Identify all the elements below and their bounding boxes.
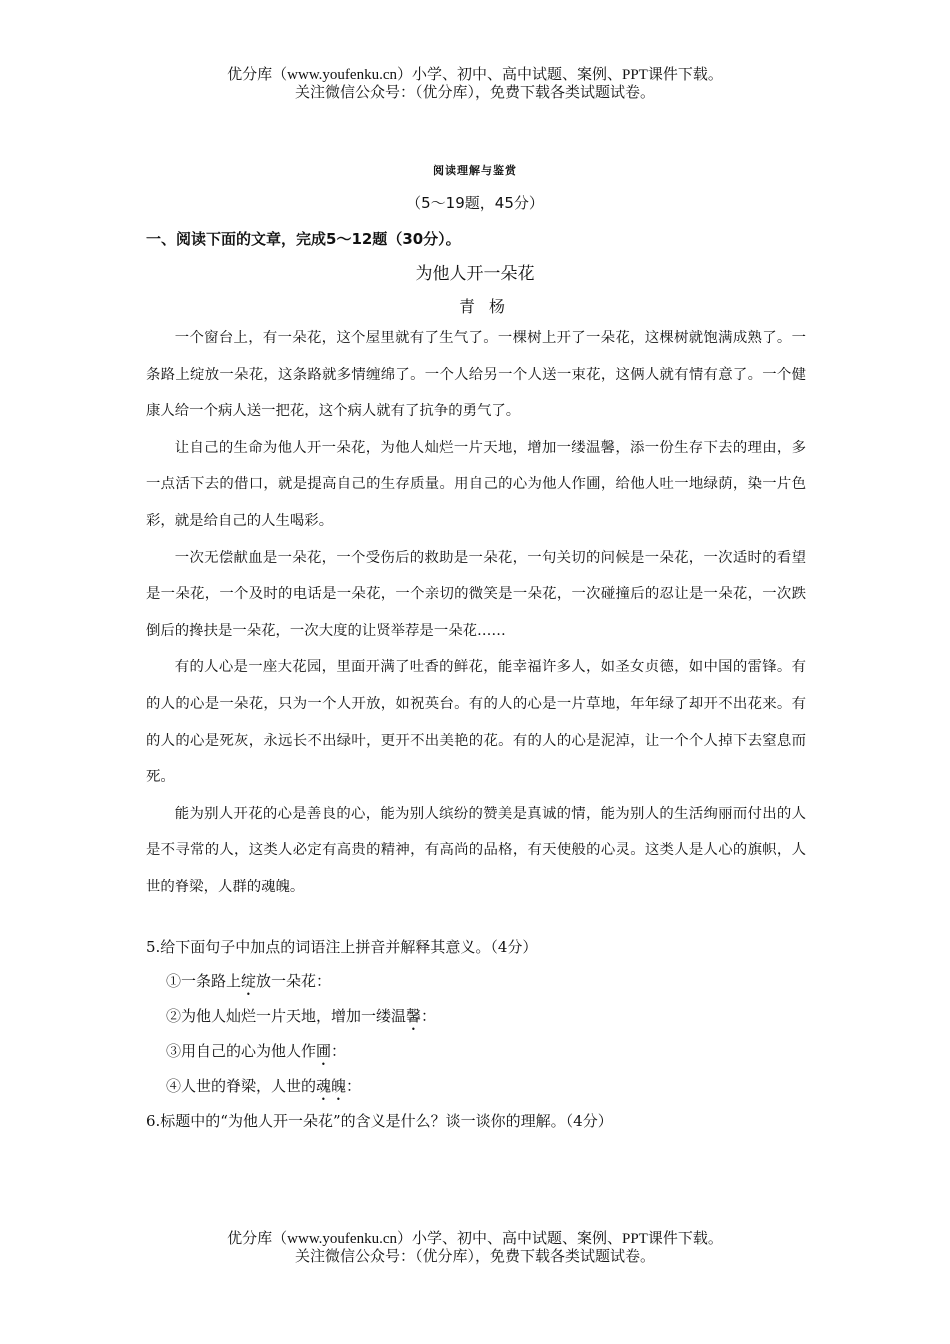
item-text: 为他人灿烂一片天地，增加一缕温: [181, 1007, 407, 1025]
item-number: ④: [166, 1077, 182, 1095]
item-text: ：: [331, 1042, 347, 1060]
part-heading: 一、阅读下面的文章，完成5～12题（30分）。: [146, 230, 461, 248]
dotted-word: 馨: [406, 1007, 422, 1025]
item-text: ：: [346, 1077, 362, 1095]
dotted-word: 魂魄: [316, 1077, 347, 1095]
item-text: 放一朵花：: [256, 972, 332, 990]
question-5-item: [146, 1034, 806, 1069]
header-line-1: 优分库（www.youfenku.cn）小学、初中、高中试题、案例、PPT课件下载。: [227, 67, 723, 83]
item-number: ①: [166, 972, 182, 990]
questions: [146, 930, 806, 1138]
paragraph: 一次无偿献血是一朵花，一个受伤后的救助是一朵花，一句关切的问候是一朵花，一次适时的看望是一朵花，一个及时的电话是一朵花，一个亲切的微笑是一朵花，一次碰撞后的忍让是一朵花，一次跌倒后的搀扶是一朵花，一次大度的让贤举荐是一朵花……: [146, 549, 806, 639]
section-title: 阅读理解与鉴赏: [433, 164, 517, 177]
page-header: [0, 66, 950, 102]
paragraph: 让自己的生命为他人开一朵花，为他人灿烂一片天地，增加一缕温馨，添一份生存下去的理由，多一点活下去的借口，就是提高自己的生存质量。用自己的心为他人作圃，给他人吐一地绿荫，染一片色彩，就是给自己的人生喝彩。: [146, 439, 806, 529]
item-text: 一条路上: [181, 972, 242, 990]
article-body: [146, 320, 806, 906]
section-range: （5～19题，45分）: [406, 194, 544, 212]
paragraph: 能为别人开花的心是善良的心，能为别人缤纷的赞美是真诚的情，能为别人的生活绚丽而付出的人是不寻常的人，这类人必定有高贵的精神，有高尚的品格，有天使般的心灵。这类人是人心的旗帜，人世的脊梁，人群的魂魄。: [146, 805, 806, 895]
item-text: 用自己的心为他人作: [181, 1042, 317, 1060]
paragraph: 有的人心是一座大花园，里面开满了吐香的鲜花，能幸福许多人，如圣女贞德，如中国的雷锋。有的人的心是一朵花，只为一个人开放，如祝英台。有的人的心是一片草地，年年绿了却开不出花来。有的人的心是死灰，永远长不出绿叶，更开不出美艳的花。有的人的心是泥淖，让一个个人掉下去窒息而死。: [146, 659, 806, 786]
page-footer: [0, 1230, 950, 1266]
question-6: 6.标题中的“为他人开一朵花”的含义是什么？谈一谈你的理解。（4分）: [146, 1112, 613, 1130]
paragraph: 一个窗台上，有一朵花，这个屋里就有了生气了。一棵树上开了一朵花，这棵树就饱满成熟了。一条路上绽放一朵花，这条路就多情缠绵了。一个人给另一个人送一束花，这俩人就有情有意了。一个健康人给一个病人送一把花，这个病人就有了抗争的勇气了。: [146, 330, 806, 420]
question-5-item: [146, 1069, 806, 1104]
dotted-word: 绽: [241, 972, 257, 990]
question-5-item: [146, 999, 806, 1034]
footer-line-2: 关注微信公众号：（优分库），免费下载各类试题试卷。: [294, 1249, 655, 1265]
item-number: ③: [166, 1042, 182, 1060]
item-number: ②: [166, 1007, 182, 1025]
question-5-item: [146, 964, 806, 999]
footer-line-1: 优分库（www.youfenku.cn）小学、初中、高中试题、案例、PPT课件下载。: [227, 1231, 723, 1247]
question-5: 5.给下面句子中加点的词语注上拼音并解释其意义。（4分）: [146, 938, 538, 956]
item-text: ：: [421, 1007, 437, 1025]
article-author: 青杨: [458, 297, 519, 316]
item-text: 人世的脊梁，人世的: [181, 1077, 317, 1095]
header-line-2: 关注微信公众号：（优分库），免费下载各类试题试卷。: [294, 85, 655, 101]
dotted-word: 圃: [316, 1042, 332, 1060]
article-title: 为他人开一朵花: [415, 264, 535, 284]
